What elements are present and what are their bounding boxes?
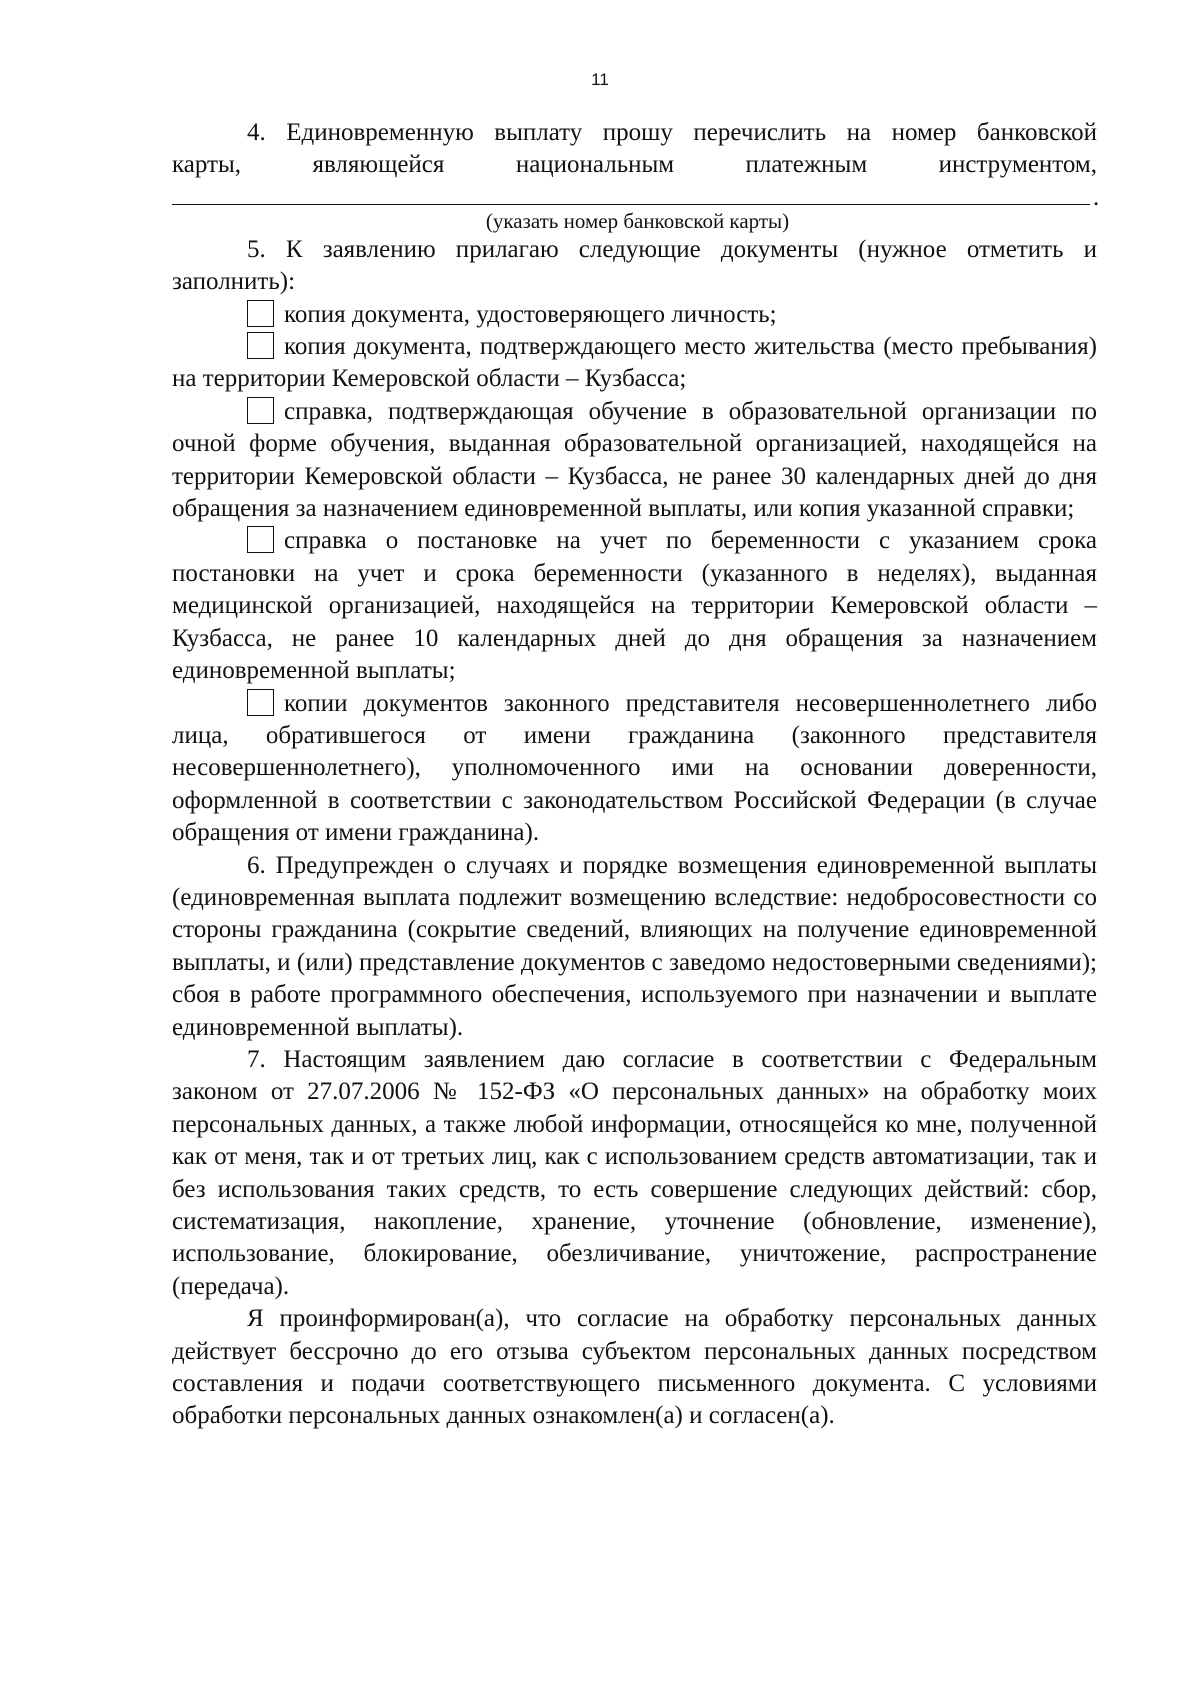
section-4-line-1: 4. Единовременную выплату прошу перечислить на номер банковской — [247, 119, 1097, 146]
document-body — [172, 117, 1100, 1433]
section-5-intro: 5. К заявлению прилагаю следующие документы (нужное отметить и заполнить): — [172, 235, 1097, 296]
bank-card-underline — [172, 204, 1090, 205]
section-6: 6. Предупрежден о случаях и порядке возмещения единовременной выплаты (единовременная выплата подлежит возмещению вследствие: недобросовестности со стороны гражданина (сокрытие сведений, влияющих на получение единовременной выплаты, и (или) представление документов с заведомо недостоверными сведениями); сбоя в работе программного обеспечения, используемого при назначении и выплате единовременной выплаты). — [172, 851, 1097, 1041]
attachment-item-identity — [172, 299, 1097, 331]
attachment-item-representative — [172, 688, 1097, 850]
section-7: 7. Настоящим заявлением даю согласие в соответствии с Федеральным законом от 27.07.2006 № 152-ФЗ «О персональных данных» на обработку моих персональных данных, а также любой информации, относящейся ко мне, полученной как от меня, так и от третьих лиц, как с использованием средств автоматизации, так и без использования таких средств, то есть совершение следующих действий: сбор, систематизация, накопление, хранение, уточнение (обновление, изменение), использование, блокирование, обезличивание, уничтожение, распространение (передача). — [172, 1045, 1097, 1300]
attachment-checkbox[interactable] — [247, 332, 274, 359]
field-end-dot: . — [1093, 183, 1100, 211]
attachment-item-pregnancy — [172, 525, 1097, 687]
attachment-checkbox[interactable] — [247, 689, 274, 716]
attachment-item-residence — [172, 331, 1097, 396]
page-number: 11 — [591, 70, 609, 89]
consent-note: Я проинформирован(а), что согласие на обработку персональных данных действует бессрочно до его отзыва субъектом персональных данных посредством составления и подачи соответствующего письменного документа. С условиями обработки персональных данных ознакомлен(а) и согласен(а). — [172, 1305, 1097, 1430]
attachment-item-label: справка о постановке на учет по беременности с указанием срока постановки на учет и срока беременности (указанного в неделях), выданная медицинской организацией, находящейся на территории Кемеровской области – Кузбасса, не ранее 10 календарных дней до дня обращения за назначением единовременной выплаты; — [172, 527, 1097, 685]
attachment-item-label: копия документа, удостоверяющего личность; — [284, 300, 777, 328]
attachment-item-education — [172, 396, 1097, 526]
section-4-line-2: карты, являющейся национальным платежным инструментом, — [172, 151, 1097, 179]
attachment-checkbox[interactable] — [247, 526, 274, 553]
attachment-checkbox[interactable] — [247, 397, 274, 424]
bank-card-number-field[interactable] — [172, 183, 1100, 211]
attachment-checkbox[interactable] — [247, 300, 274, 327]
bank-card-field-caption: (указать номер банковской карты) — [485, 208, 790, 233]
attachment-item-label: справка, подтверждающая обучение в образовательной организации по очной форме обучения, выданная образовательной организацией, находящейся на территории Кемеровской области – Кузбасса, не ранее 30 календарных дней до дня обращения за назначением единовременной выплаты, или копия указанной справки; — [172, 397, 1097, 523]
attachment-item-label: копии документов законного представителя несовершеннолетнего либо лица, обратившегося от имени гражданина (законного представителя несовершеннолетнего), уполномоченного ими на основании доверенности, оформленной в соответствии с законодательством Российской Федерации (в случае обращения от имени гражданина). — [172, 689, 1097, 847]
attachment-item-label: копия документа, подтверждающего место жительства (место пребывания) на территории Кемеровской области – Кузбасса; — [172, 333, 1097, 393]
